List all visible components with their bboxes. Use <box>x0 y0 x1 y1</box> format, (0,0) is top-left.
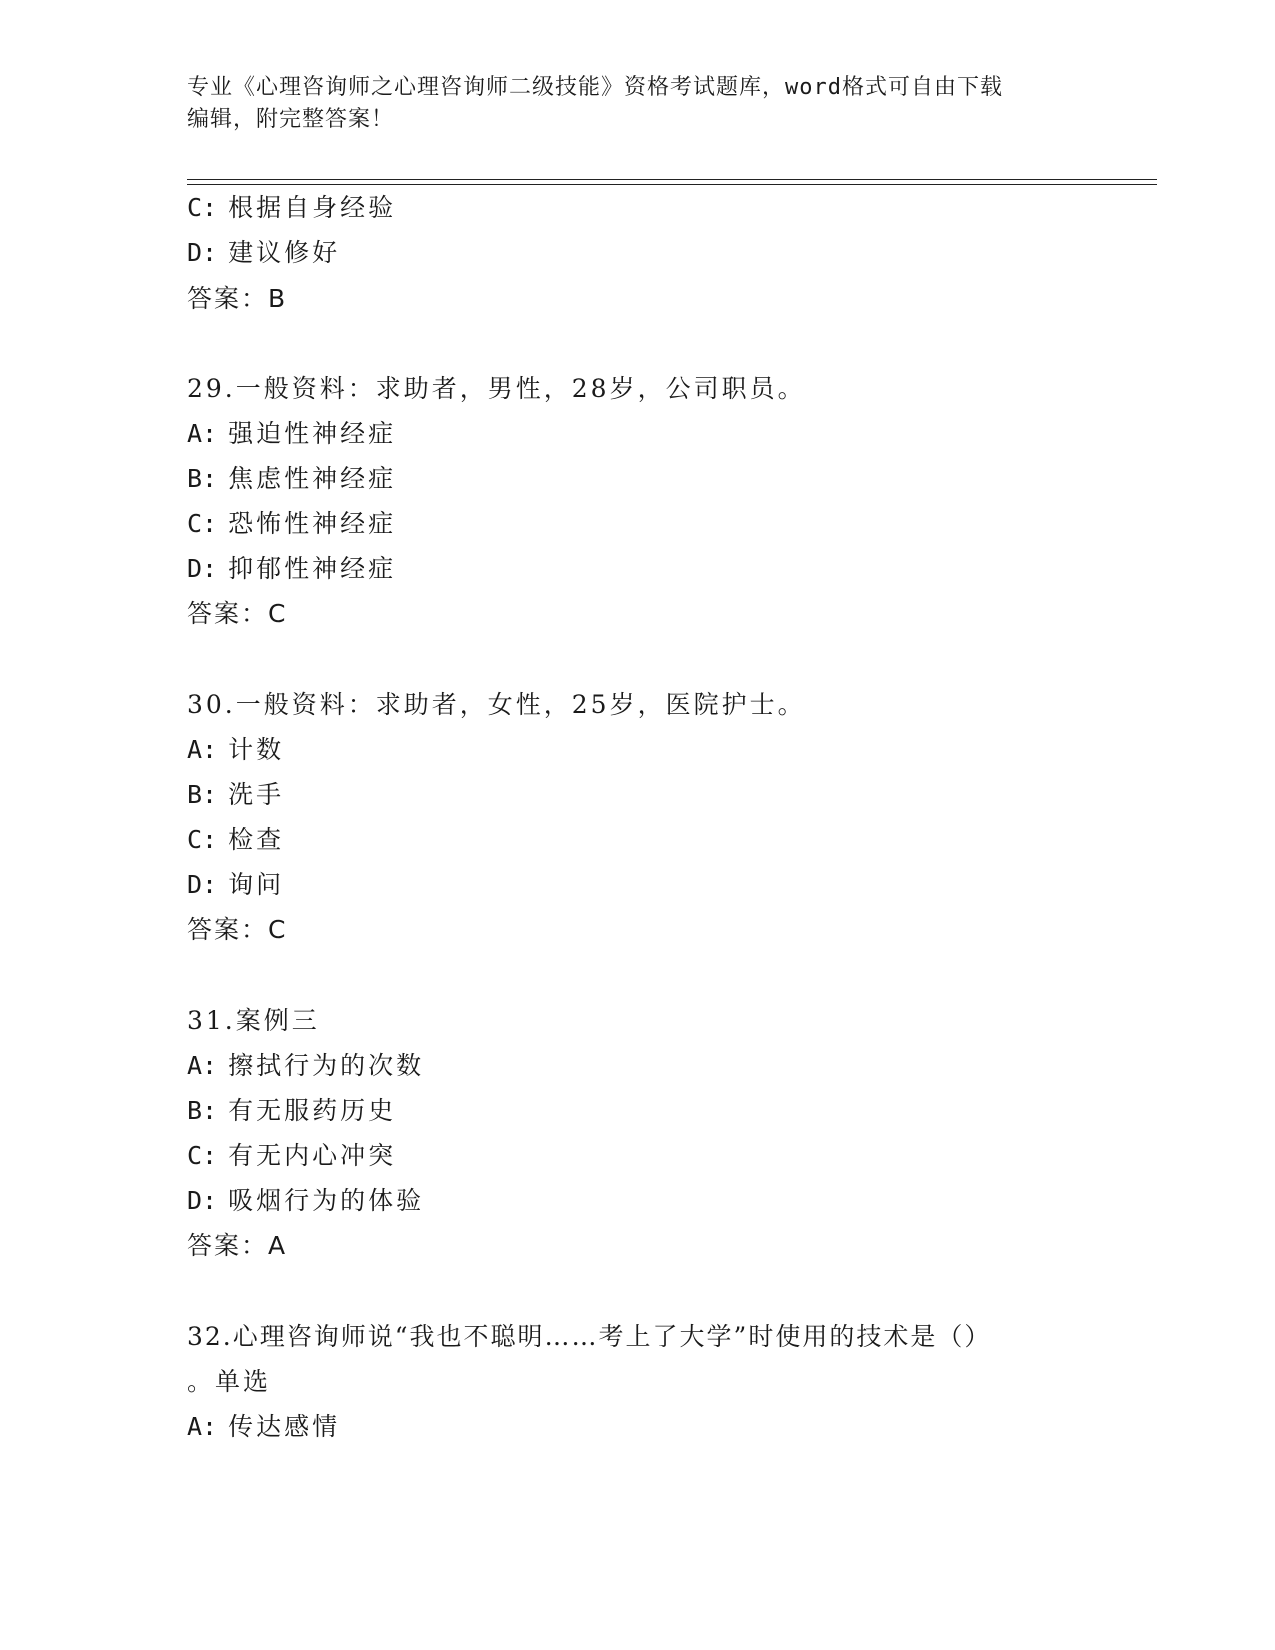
option-key: B: <box>187 464 218 493</box>
option-item <box>187 236 340 270</box>
option-text: 恐怖性神经症 <box>228 509 397 538</box>
option-text: 焦虑性神经症 <box>228 464 397 493</box>
option-item <box>187 823 284 857</box>
option-item <box>187 778 284 812</box>
option-text: 吸烟行为的体验 <box>228 1186 425 1215</box>
option-key: B: <box>187 1096 218 1125</box>
header-line-2: 编辑，附完整答案！ <box>187 107 395 132</box>
option-text: 根据自身经验 <box>228 193 397 222</box>
option-item <box>187 1184 424 1218</box>
option-text: 洗手 <box>228 780 285 809</box>
option-text: 计数 <box>228 735 285 764</box>
header-divider <box>187 179 1157 180</box>
question-stem: 30.一般资料：求助者，女性，25岁，医院护士。 <box>187 690 806 719</box>
option-key: D: <box>187 238 218 267</box>
document-header <box>187 72 1087 136</box>
option-item <box>187 868 284 902</box>
option-item <box>187 1139 396 1173</box>
option-text: 建议修好 <box>228 238 341 267</box>
option-key: A: <box>187 419 218 448</box>
question-stem: 32.心理咨询师说“我也不聪明……考上了大学”时使用的技术是（） <box>187 1322 992 1351</box>
option-text: 有无内心冲突 <box>228 1141 397 1170</box>
option-item <box>187 191 396 225</box>
answer-line: 答案：C <box>187 915 288 944</box>
option-key: C: <box>187 509 218 538</box>
option-key: A: <box>187 735 218 764</box>
question-stem: 31.案例三 <box>187 1006 320 1035</box>
option-item <box>187 1049 424 1083</box>
option-key: A: <box>187 1051 218 1080</box>
option-text: 检查 <box>228 825 285 854</box>
option-key: A: <box>187 1412 218 1441</box>
option-key: D: <box>187 870 218 899</box>
option-item <box>187 1410 340 1444</box>
answer-line: 答案：C <box>187 599 288 628</box>
option-item <box>187 552 396 586</box>
option-key: C: <box>187 825 218 854</box>
option-text: 有无服药历史 <box>228 1096 397 1125</box>
answer-line: 答案：A <box>187 1231 288 1260</box>
option-item <box>187 507 396 541</box>
option-item <box>187 1094 396 1128</box>
option-text: 询问 <box>228 870 285 899</box>
question-stem: 29.一般资料：求助者，男性，28岁，公司职员。 <box>187 374 806 403</box>
header-divider <box>187 184 1157 185</box>
option-text: 擦拭行为的次数 <box>228 1051 425 1080</box>
option-key: B: <box>187 780 218 809</box>
answer-line: 答案：B <box>187 284 288 313</box>
option-text: 强迫性神经症 <box>228 419 397 448</box>
option-key: D: <box>187 1186 218 1215</box>
option-text: 传达感情 <box>228 1412 341 1441</box>
option-item <box>187 417 396 451</box>
question-stem-continuation: 。单选 <box>187 1367 272 1396</box>
option-item <box>187 733 284 767</box>
option-key: C: <box>187 193 218 222</box>
option-text: 抑郁性神经症 <box>228 554 397 583</box>
option-key: D: <box>187 554 218 583</box>
option-item <box>187 462 396 496</box>
option-key: C: <box>187 1141 218 1170</box>
header-line-1: 专业《心理咨询师之心理咨询师二级技能》资格考试题库，word格式可自由下载 <box>187 75 1003 100</box>
